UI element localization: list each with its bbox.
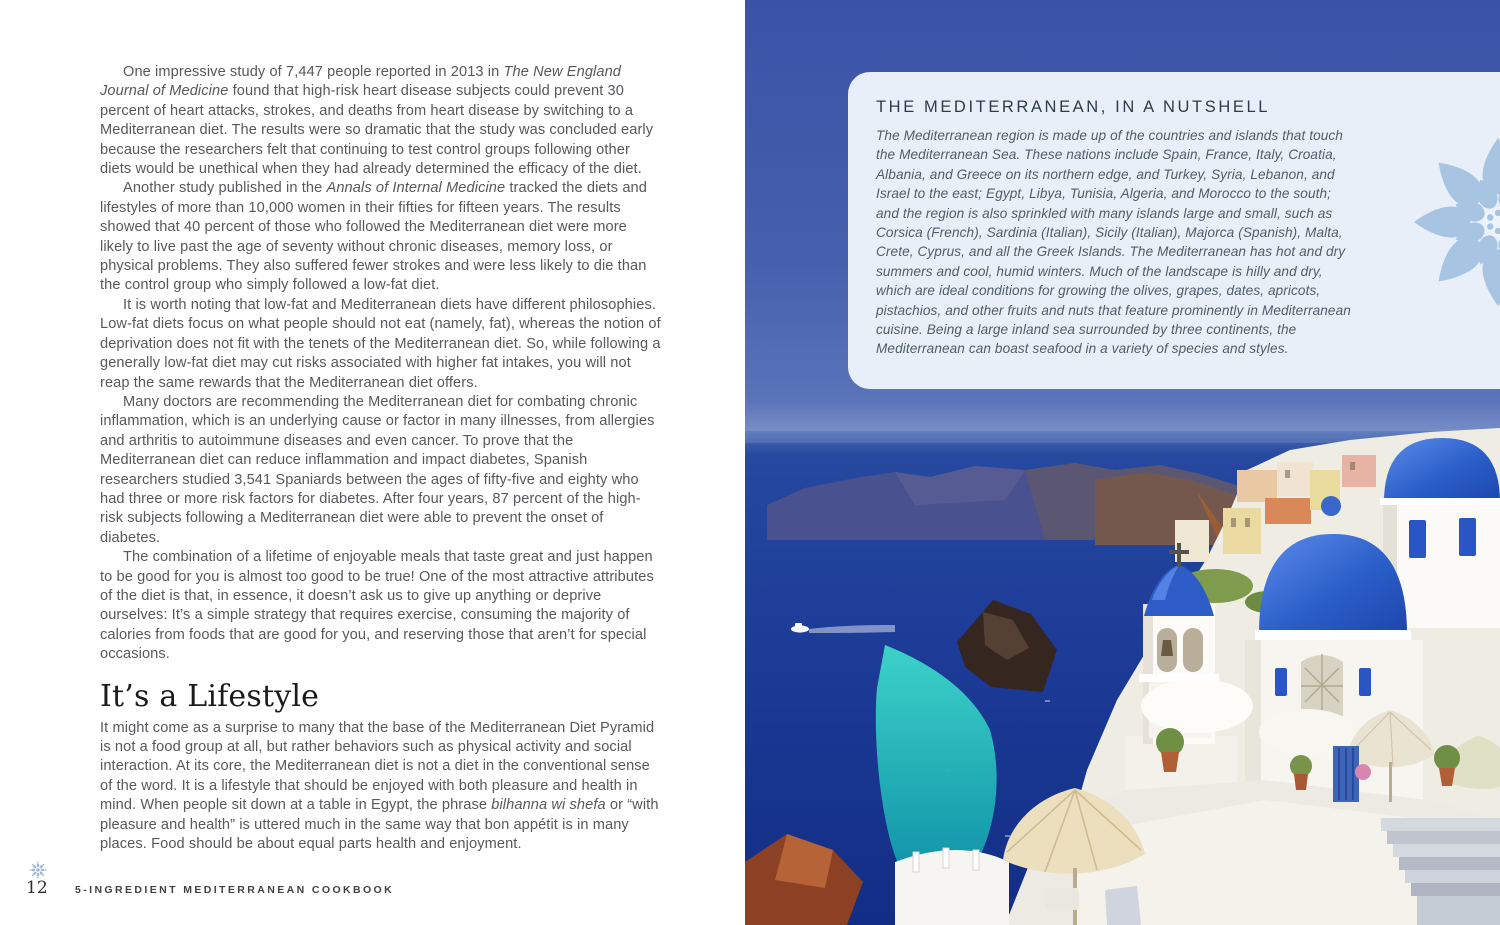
callout-heading: THE MEDITERRANEAN, IN A NUTSHELL <box>876 98 1271 116</box>
text-run: It is worth noting that low-fat and Mediterranean diets have different philosophies. Low-fat diets focus on what people should not eat (namely, fat), whereas the notion of deprivation does not fit with the tenets of the Mediterranean diet. So, while following a generally low-fat diet may cut risks associated with higher fat intakes, you will not reap the same rewards that the Mediterranean diet offers. <box>100 296 661 391</box>
text-run: Many doctors are recommending the Mediterranean diet for combating chronic inflammation, which is an underlying cause or factor in many illnesses, from allergies and arthritis to autoimmune diseases and even cancer. To prove that the Mediterranean diet can reduce inflammation and impact diabetes, Spanish researchers studied 3,541 Spaniards between the ages of fifty-five and eighty who had three or more risk factors for diabetes. After four years, 87 percent of the high-risk subjects following a Mediterranean diet were able to prevent the onset of diabetes. <box>100 393 655 546</box>
page-number: 12 <box>26 878 48 898</box>
paragraph <box>100 548 662 664</box>
text-run: tracked the diets and lifestyles of more than 10,000 women in their fifties for fifteen years. The results showed that 40 percent of those who followed the Mediterranean diet were more likely to live past the age of seventy without chronic diseases, memory loss, or physical problems. They also suffered fewer strokes and were less likely to die than the control group who simply followed a low-fat diet. <box>100 180 647 294</box>
snowflake-flower-icon <box>29 861 47 879</box>
book-title: 5-INGREDIENT MEDITERRANEAN COOKBOOK <box>75 884 395 896</box>
text-run: bilhanna wi shefa <box>491 797 606 814</box>
text-run: It might come as a surprise to many that the base of the Mediterranean Diet Pyramid is not a food group at all, but rather behaviors such as physical activity and social interaction. At its core, the Mediterranean diet is not a diet in the conventional sense of the word. It is a lifestyle that should be enjoyed with both pleasure and health in mind. When people sit down at a table in Egypt, the phrase <box>100 719 655 814</box>
section-paragraphs <box>100 719 662 855</box>
section-heading: It’s a Lifestyle <box>100 678 320 714</box>
text-run: or “with pleasure and health” is uttered much in the same way that bon appétit is in many places. Food should be about equal parts health and enjoyment. <box>100 797 659 853</box>
flower-motif-icon <box>1408 132 1500 312</box>
left-page-article <box>100 63 662 854</box>
paragraph <box>100 393 662 548</box>
text-run: found that high-risk heart disease subjects could prevent 30 percent of heart attacks, strokes, and deaths from heart disease by switching to a Mediterranean diet. The results were so dramatic that the study was concluded early because the researchers felt that continuing to test control groups following other diets would be unethical when they had already determined the efficacy of the diet. <box>100 83 654 178</box>
intro-paragraphs <box>100 63 662 665</box>
text-run: Another study published in the <box>123 180 327 197</box>
paragraph <box>100 296 662 393</box>
text-run: The New England Journal of Medicine <box>100 64 622 100</box>
page-footer <box>0 856 700 916</box>
nutshell-callout <box>848 72 1500 389</box>
callout-body: The Mediterranean region is made up of the countries and islands that touch the Mediterranean Sea. These nations include Spain, France, Italy, Croatia, Albania, and Greece on its northern edge, and Turkey, Syria, Lebanon, and Israel to the east; Egypt, Libya, Tunisia, Algeria, and Morocco to the south; and the region is also sprinkled with many islands large and small, such as Corsica (French), Sardinia (Italian), Sicily (Italian), Majorca (Spanish), Malta, Crete, Cyprus, and all the Greek Islands. The Mediterranean has hot and dry summers and cool, humid winters. Much of the landscape is hilly and dry, which are ideal conditions for growing the olives, grapes, dates, apricots, pistachios, and other fruits and nuts that feature prominently in Mediterranean cuisine. Being a large inland sea surrounded by three continents, the Mediterranean can boast seafood in a variety of species and styles. <box>876 128 1351 357</box>
text-run: The combination of a lifetime of enjoyable meals that taste great and just happen to be good for you is almost too good to be true! One of the most attractive attributes of the diet is that, in essence, it doesn’t ask us to give up anything or deprive ourselves: It’s a simple strategy that requires exercise, consuming the majority of calories from foods that are good for you, and reserving those that aren’t for special occasions. <box>100 549 654 663</box>
paragraph <box>100 179 662 295</box>
paragraph <box>100 63 662 179</box>
text-run: Annals of Internal Medicine <box>326 180 506 197</box>
paragraph <box>100 719 662 855</box>
text-run: One impressive study of 7,447 people reported in 2013 in <box>123 64 504 80</box>
